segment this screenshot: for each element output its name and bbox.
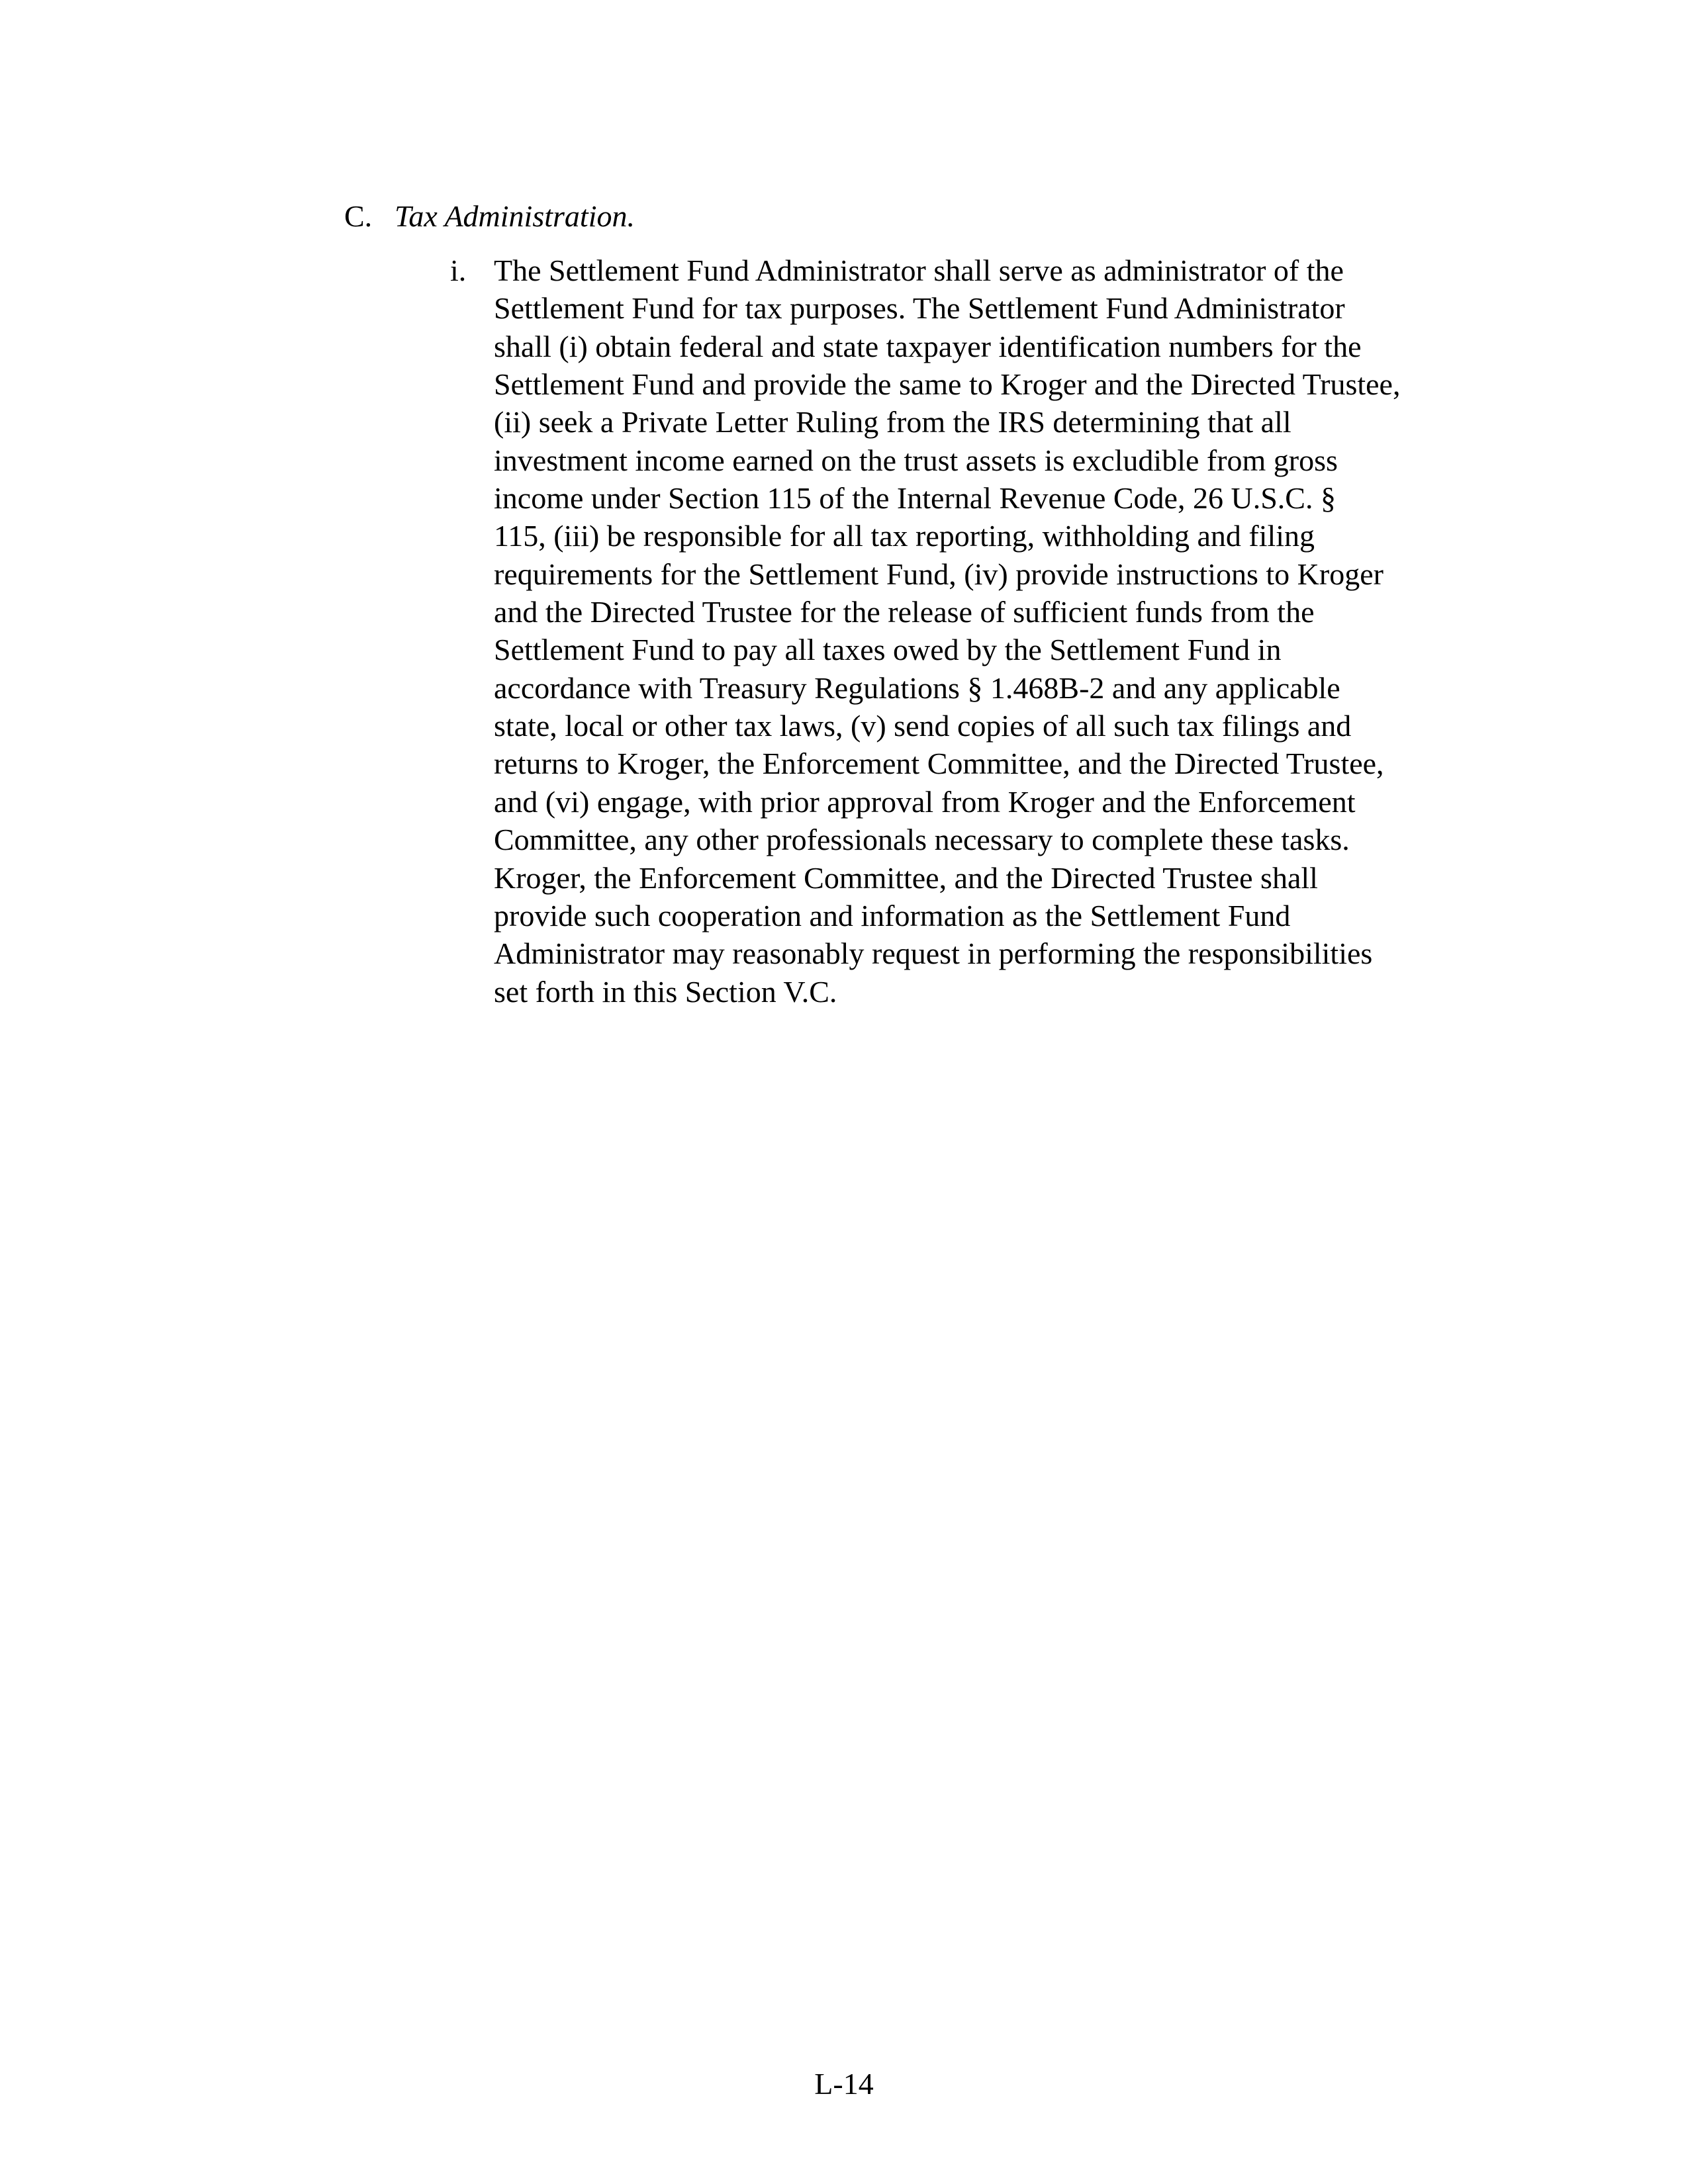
paragraph-line: shall (i) obtain federal and state taxpayer identification numbers for the bbox=[494, 329, 1362, 363]
item-marker: i. bbox=[450, 253, 467, 287]
paragraph-line: Settlement Fund for tax purposes. The Settlement Fund Administrator bbox=[494, 291, 1345, 326]
paragraph-line: and the Directed Trustee for the release of sufficient funds from the bbox=[494, 595, 1315, 629]
paragraph-line: accordance with Treasury Regulations § 1.468B-2 and any applicable bbox=[494, 670, 1340, 705]
page-number: L-14 bbox=[814, 2067, 874, 2101]
paragraph-line: state, local or other tax laws, (v) send copies of all such tax filings and bbox=[494, 709, 1352, 743]
section-title: Tax Administration. bbox=[395, 199, 635, 233]
paragraph-line: Settlement Fund and provide the same to Kroger and the Directed Trustee, bbox=[494, 367, 1401, 402]
paragraph-line: (ii) seek a Private Letter Ruling from the IRS determining that all bbox=[494, 405, 1291, 439]
paragraph-line: income under Section 115 of the Internal Revenue Code, 26 U.S.C. § bbox=[494, 481, 1336, 516]
paragraph-line: The Settlement Fund Administrator shall serve as administrator of the bbox=[494, 253, 1344, 287]
paragraph-line: Kroger, the Enforcement Committee, and the Directed Trustee shall bbox=[494, 860, 1318, 895]
paragraph-line: set forth in this Section V.C. bbox=[494, 974, 837, 1009]
paragraph-line: investment income earned on the trust assets is excludible from gross bbox=[494, 443, 1338, 477]
paragraph-line: 115, (iii) be responsible for all tax reporting, withholding and filing bbox=[494, 519, 1315, 553]
paragraph-line: provide such cooperation and information as the Settlement Fund bbox=[494, 898, 1291, 933]
paragraph-line: Committee, any other professionals necessary to complete these tasks. bbox=[494, 823, 1350, 857]
item-paragraph bbox=[494, 251, 1500, 1011]
section-letter: C. bbox=[344, 199, 373, 233]
section-heading bbox=[344, 197, 635, 236]
paragraph-line: requirements for the Settlement Fund, (iv) provide instructions to Kroger bbox=[494, 557, 1383, 591]
paragraph-line: and (vi) engage, with prior approval from Kroger and the Enforcement bbox=[494, 784, 1356, 819]
paragraph-line: returns to Kroger, the Enforcement Committee, and the Directed Trustee, bbox=[494, 747, 1384, 781]
paragraph-line: Settlement Fund to pay all taxes owed by the Settlement Fund in bbox=[494, 633, 1282, 667]
paragraph-line: Administrator may reasonably request in performing the responsibilities bbox=[494, 936, 1373, 971]
